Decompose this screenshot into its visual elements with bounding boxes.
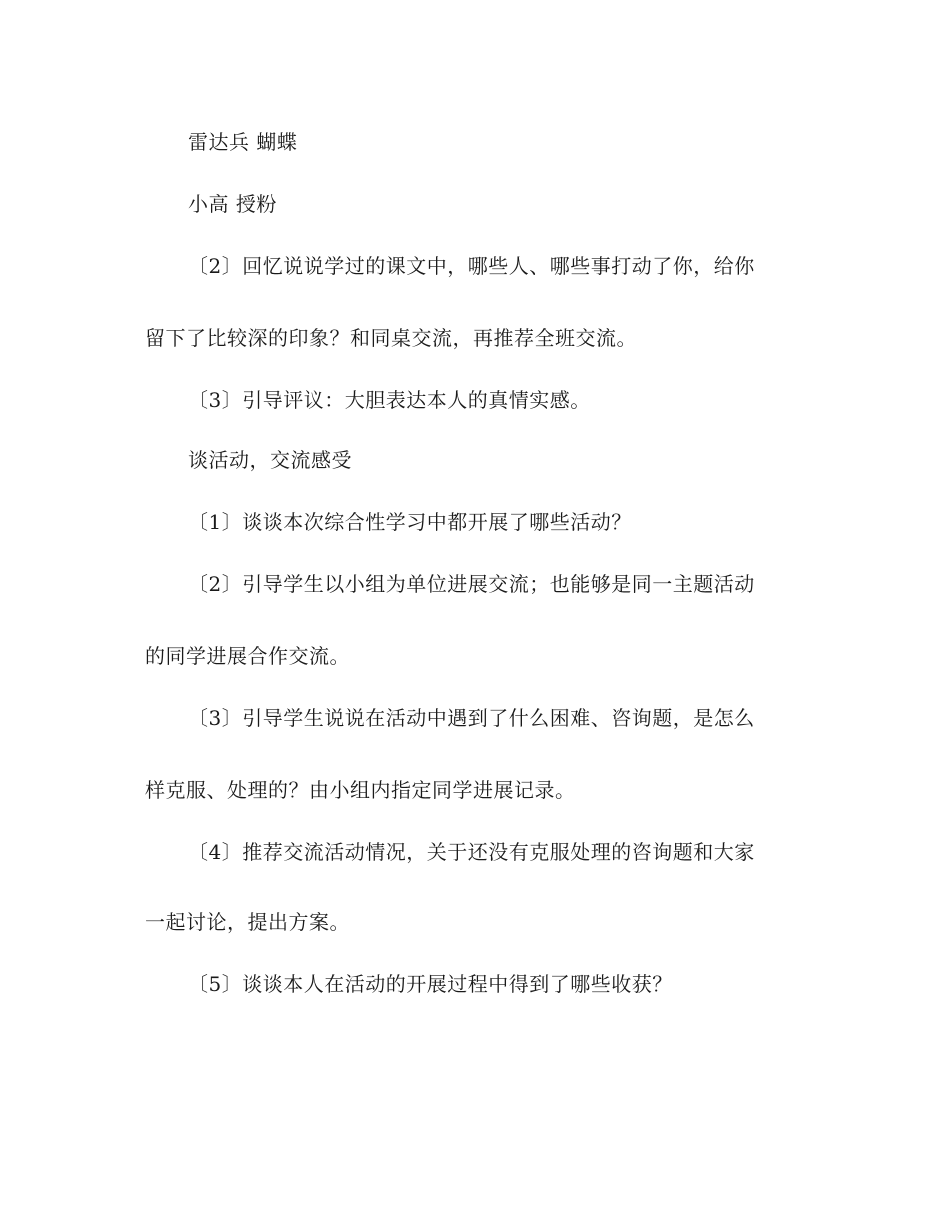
text-line: 〔2〕引导学生以小组为单位进展交流；也能够是同一主题活动 (188, 572, 755, 596)
text-line: 〔5〕谈谈本人在活动的开展过程中得到了哪些收获？ (188, 972, 673, 996)
text-line: 留下了比较深的印象？和同桌交流，再推荐全班交流。 (145, 326, 637, 350)
text-line: 的同学进展合作交流。 (145, 644, 350, 668)
text-line: 样克服、处理的？由小组内指定同学进展记录。 (145, 778, 576, 802)
text-line: 一起讨论，提出方案。 (145, 910, 350, 934)
text-line: 〔1〕谈谈本次综合性学习中都开展了哪些活动？ (188, 510, 632, 534)
text-line: 〔4〕推荐交流活动情况，关于还没有克服处理的咨询题和大家 (188, 840, 755, 864)
text-line: 〔3〕引导学生说说在活动中遇到了什么困难、咨询题，是怎么 (188, 706, 755, 730)
text-line: 〔2〕回忆说说学过的课文中，哪些人、哪些事打动了你，给你 (188, 254, 755, 278)
text-line: 小高 授粉 (188, 192, 277, 216)
text-line: 雷达兵 蝴蝶 (188, 130, 298, 154)
text-line: 〔3〕引导评议：大胆表达本人的真情实感。 (188, 388, 591, 412)
section-heading: 谈活动，交流感受 (188, 448, 352, 472)
